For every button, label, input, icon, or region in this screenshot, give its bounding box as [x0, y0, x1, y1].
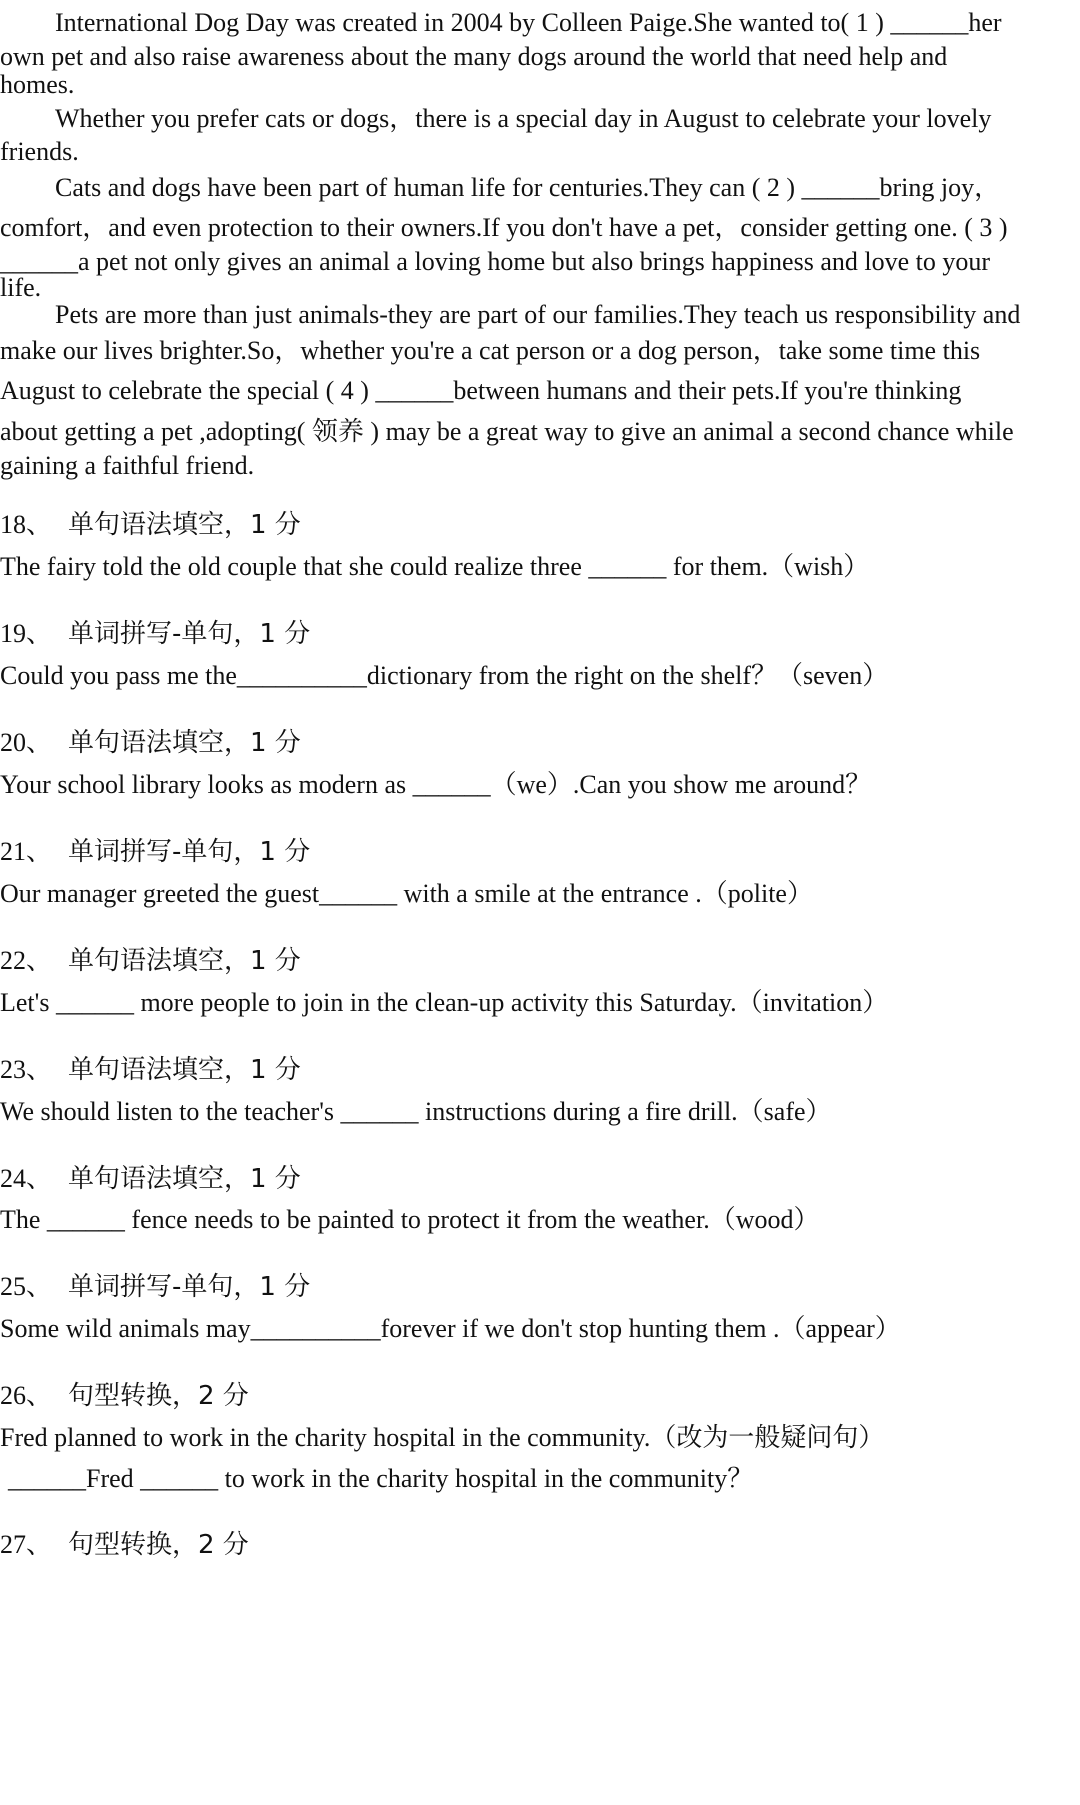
question-heading [0, 617, 310, 651]
question-heading [0, 1270, 310, 1304]
question-number: 18、 [0, 510, 53, 539]
passage-line: August to celebrate the special ( 4 ) ______between humans and their pets.If you're thinking [0, 376, 962, 405]
question-number: 24、 [0, 1164, 53, 1193]
passage-line: friends. [0, 137, 79, 166]
question-type: 单句语法填空，1 分 [68, 1164, 301, 1194]
question-text: Our manager greeted the guest______ with a smile at the entrance .（polite） [0, 879, 813, 908]
passage-line: Whether you prefer cats or dogs，there is a special day in August to celebrate your lovely [55, 104, 992, 133]
question-text: Let's ______ more people to join in the clean-up activity this Saturday.（invitation） [0, 988, 889, 1017]
question-text: Your school library looks as modern as ______（we）.Can you show me around？ [0, 770, 872, 799]
passage-line: about getting a pet ,adopting( 领养 ) may be a great way to give an animal a second chance while [0, 417, 1014, 446]
question-type: 单句语法填空，1 分 [68, 946, 301, 976]
question-heading [0, 1528, 249, 1562]
question-text: The ______ fence needs to be painted to protect it from the weather.（wood） [0, 1205, 820, 1234]
question-heading [0, 1053, 301, 1087]
question-number: 22、 [0, 946, 53, 975]
question-heading [0, 508, 301, 542]
question-number: 26、 [0, 1381, 53, 1410]
question-heading [0, 835, 310, 869]
question-text: Fred planned to work in the charity hospital in the community.（改为一般疑问句） [0, 1423, 885, 1452]
passage-line: gaining a faithful friend. [0, 451, 255, 480]
passage-line: Cats and dogs have been part of human life for centuries.They can ( 2 ) ______bring joy， [55, 173, 1001, 202]
question-answer-line: ______Fred ______ to work in the charity hospital in the community？ [8, 1464, 754, 1493]
question-type: 单句语法填空，1 分 [68, 1055, 301, 1085]
question-type: 句型转换，2 分 [68, 1381, 249, 1411]
question-heading [0, 944, 301, 978]
question-text: Could you pass me the__________dictionary from the right on the shelf？（seven） [0, 661, 889, 690]
question-text: We should listen to the teacher's ______ instructions during a fire drill.（safe） [0, 1097, 832, 1126]
passage-line: homes. [0, 70, 75, 99]
question-heading [0, 1162, 301, 1196]
question-type: 单句语法填空，1 分 [68, 510, 301, 540]
question-heading [0, 726, 301, 760]
passage-line: own pet and also raise awareness about the many dogs around the world that need help and [0, 42, 948, 71]
question-type: 单词拼写-单句，1 分 [68, 1272, 311, 1302]
passage-line: ______a pet not only gives an animal a loving home but also brings happiness and love to your [0, 247, 991, 276]
question-type: 单词拼写-单句，1 分 [68, 619, 311, 649]
question-number: 27、 [0, 1530, 53, 1559]
passage-line: comfort，and even protection to their owners.If you don't have a pet，consider getting one. ( 3 ) [0, 213, 1008, 242]
passage-line: life. [0, 273, 42, 302]
question-number: 23、 [0, 1055, 53, 1084]
question-text: Some wild animals may__________forever if we don't stop hunting them .（appear） [0, 1314, 901, 1343]
question-type: 单词拼写-单句，1 分 [68, 837, 311, 867]
passage-line: International Dog Day was created in 2004 by Colleen Paige.She wanted to( 1 ) ______her [55, 8, 1002, 37]
question-type: 句型转换，2 分 [68, 1530, 249, 1560]
passage-line: make our lives brighter.So，whether you're a cat person or a dog person，take some time this [0, 336, 981, 365]
question-number: 25、 [0, 1272, 53, 1301]
question-number: 20、 [0, 728, 53, 757]
question-heading [0, 1379, 249, 1413]
question-text: The fairy told the old couple that she could realize three ______ for them.（wish） [0, 552, 870, 581]
question-type: 单句语法填空，1 分 [68, 728, 301, 758]
question-number: 21、 [0, 837, 53, 866]
passage-line: Pets are more than just animals-they are part of our families.They teach us responsibility and [55, 300, 1021, 329]
question-number: 19、 [0, 619, 53, 648]
